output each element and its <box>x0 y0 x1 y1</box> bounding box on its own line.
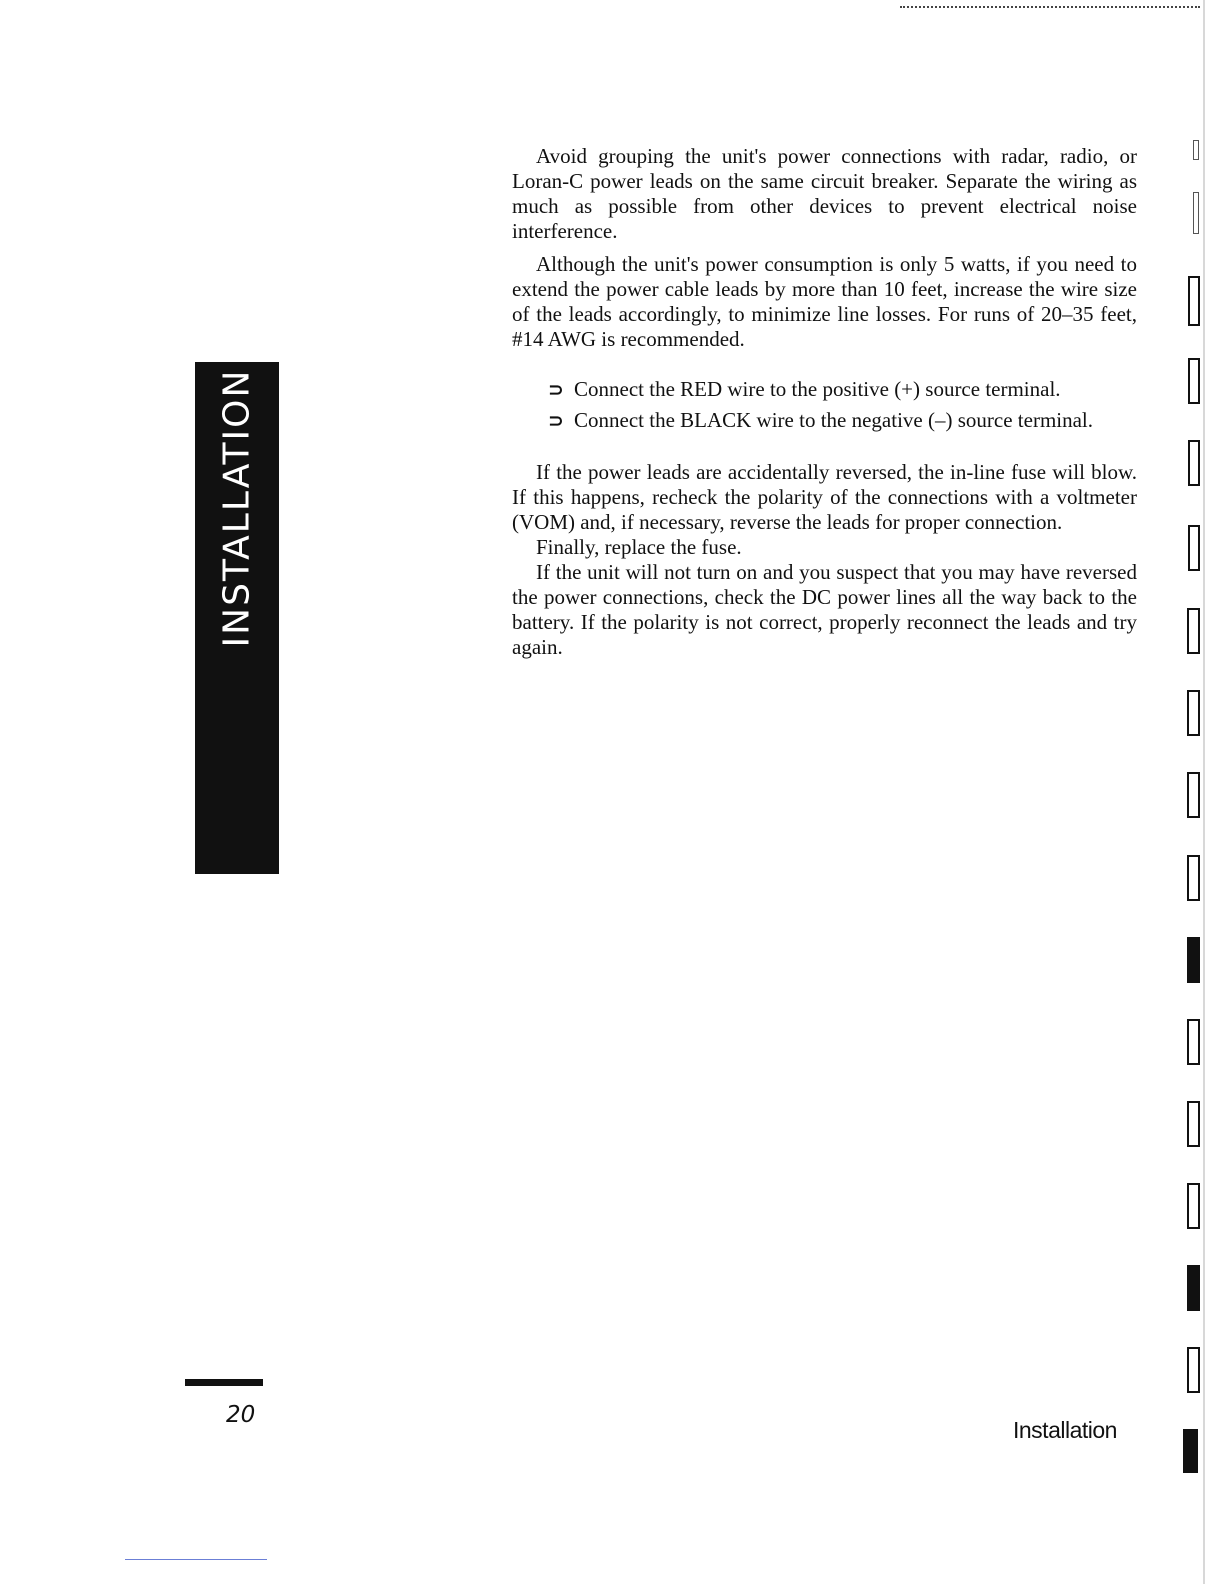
paragraph-wire-size: Although the unit's power consumption is only 5 watts, if you need to extend the power cable leads by more than 10 feet, increase the wire size of the leads accordingly, to minimize line losses. For runs of 20–35 feet, #14 AWG is recommended. <box>512 252 1137 351</box>
footer-rule <box>185 1379 263 1386</box>
step-text: Connect the RED wire to the positive (+) source terminal. <box>574 377 1061 401</box>
paragraph-check-polarity: If the unit will not turn on and you suspect that you may have reversed the power connections, check the DC power lines all the way back to the battery. If the polarity is not correct, properly reconnect the leads and try again. <box>512 560 1137 659</box>
arrow-bullet-icon: ⊃ <box>548 410 564 432</box>
edge-index-mark <box>1187 1019 1200 1065</box>
scan-artifact-top <box>900 0 1200 8</box>
edge-index-mark <box>1187 690 1200 736</box>
edge-index-mark <box>1193 140 1199 160</box>
edge-index-mark <box>1187 855 1200 901</box>
edge-index-mark <box>1187 1265 1200 1311</box>
section-side-tab <box>195 362 279 874</box>
edge-index-mark <box>1188 358 1200 404</box>
connection-steps <box>512 374 1137 436</box>
page-number: 20 <box>226 1402 256 1428</box>
paragraph-reversed-leads: If the power leads are accidentally reversed, the in-line fuse will blow. If this happens, recheck the polarity of the connections with a voltmeter (VOM) and, if necessary, reverse the leads for proper connection. <box>512 460 1137 534</box>
page-edge-rule <box>1203 0 1205 1584</box>
step-red-wire <box>548 374 1137 405</box>
edge-index-mark <box>1187 937 1200 983</box>
paragraph-circuit-breaker: Avoid grouping the unit's power connections with radar, radio, or Loran-C power leads on the same circuit breaker. Separate the wiring as much as possible from other devices to prevent electrical noise interference. <box>512 144 1137 243</box>
bottom-blue-line <box>125 1559 267 1560</box>
arrow-bullet-icon: ⊃ <box>548 379 564 401</box>
step-black-wire <box>548 405 1137 436</box>
edge-index-mark <box>1187 1183 1200 1229</box>
step-text: Connect the BLACK wire to the negative (–) source terminal. <box>574 408 1094 432</box>
edge-index-mark <box>1187 772 1200 818</box>
edge-index-mark <box>1187 608 1200 654</box>
footer-section-title: Installation <box>1013 1417 1117 1443</box>
edge-index-mark <box>1183 1429 1198 1473</box>
side-tab-label: INSTALLATION <box>216 368 258 648</box>
paragraph-replace-fuse: Finally, replace the fuse. <box>536 535 742 559</box>
body-text <box>512 144 1137 660</box>
edge-index-mark <box>1188 440 1200 486</box>
edge-index-mark <box>1187 1347 1200 1393</box>
edge-index-mark <box>1188 276 1200 326</box>
edge-index-mark <box>1187 1101 1200 1147</box>
edge-index-mark <box>1193 192 1199 234</box>
edge-index-mark <box>1188 525 1200 571</box>
